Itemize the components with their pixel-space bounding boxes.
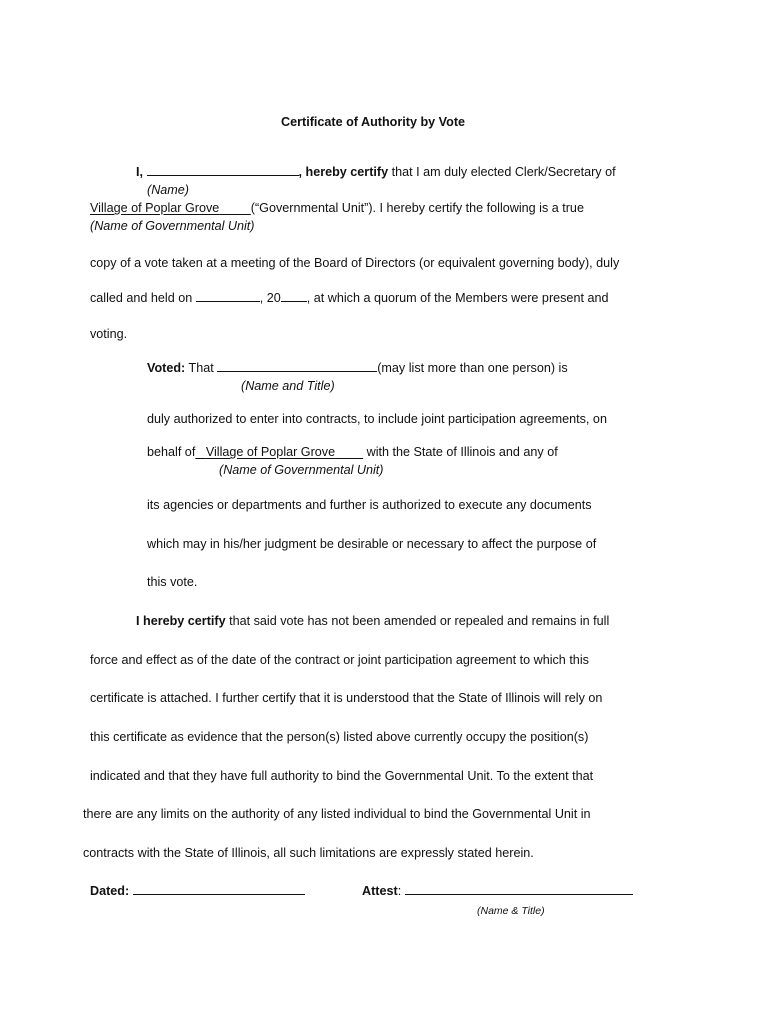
attest-blank[interactable] bbox=[405, 883, 633, 895]
authorized-person-blank[interactable] bbox=[217, 360, 377, 372]
document-title: Certificate of Authority by Vote bbox=[281, 115, 466, 129]
certify-lead: I hereby certify bbox=[136, 614, 226, 628]
certify-line5: indicated and that they have full authority to bind the Governmental Unit. To the extent that bbox=[90, 769, 594, 783]
para1-line1-rest: that I am duly elected Clerk/Secretary of bbox=[391, 165, 616, 179]
voted-that: That bbox=[188, 361, 214, 375]
name-caption: (Name) bbox=[147, 183, 189, 197]
para1-line1 bbox=[136, 164, 616, 180]
para1-comma: , bbox=[298, 165, 302, 179]
attest-label: Attest bbox=[362, 884, 398, 898]
voted-line6: this vote. bbox=[147, 575, 198, 589]
attest-colon: : bbox=[397, 884, 402, 898]
name-title-caption: (Name and Title) bbox=[241, 379, 335, 393]
certify-line3: certificate is attached. I further certify that it is understood that the State of Illinois will rely on bbox=[90, 691, 603, 705]
meeting-year-blank[interactable] bbox=[281, 290, 307, 302]
hereby-certify-bold: hereby certify bbox=[305, 165, 389, 179]
voted-line2: duly authorized to enter into contracts, to include joint participation agreements, on bbox=[147, 412, 607, 426]
voted-unit-name: Village of Poplar Grove bbox=[205, 445, 336, 459]
voted-unit-caption: (Name of Governmental Unit) bbox=[219, 463, 384, 477]
para1-line3: copy of a vote taken at a meeting of the Board of Directors (or equivalent governing body), duly bbox=[90, 256, 620, 270]
quorum-text: , at which a quorum of the Members were present and bbox=[306, 291, 609, 305]
attest-line bbox=[362, 883, 633, 899]
para1-line4 bbox=[90, 290, 608, 306]
voted-line1 bbox=[147, 360, 568, 376]
governmental-unit-name: Village of Poplar Grove bbox=[90, 201, 220, 215]
certify-line2: force and effect as of the date of the contract or joint participation agreement to which this bbox=[90, 653, 589, 667]
meeting-date-blank[interactable] bbox=[196, 290, 260, 302]
voted-line4: its agencies or departments and further is authorized to execute any documents bbox=[147, 498, 592, 512]
unit-caption: (Name of Governmental Unit) bbox=[90, 219, 255, 233]
voted-line3-rest: with the State of Illinois and any of bbox=[366, 445, 558, 459]
certify-line1 bbox=[136, 613, 609, 629]
para1-lead: I, bbox=[136, 165, 143, 179]
dated-blank[interactable] bbox=[133, 883, 305, 895]
voted-line5: which may in his/her judgment be desirable or necessary to affect the purpose of bbox=[147, 537, 597, 551]
voted-line3 bbox=[147, 444, 558, 460]
voted-line1-rest: (may list more than one person) is bbox=[377, 361, 568, 375]
para1-line5: voting. bbox=[90, 327, 128, 341]
certify-line1-rest: that said vote has not been amended or repealed and remains in full bbox=[229, 614, 610, 628]
behalf-of-text: behalf of bbox=[147, 445, 196, 459]
dated-line bbox=[90, 883, 305, 899]
voted-label: Voted: bbox=[147, 361, 186, 375]
clerk-name-blank[interactable] bbox=[147, 164, 299, 176]
attest-caption: (Name & Title) bbox=[477, 905, 545, 917]
dated-label: Dated: bbox=[90, 884, 130, 898]
certify-line4: this certificate as evidence that the person(s) listed above currently occupy the position(s) bbox=[90, 730, 589, 744]
year-prefix-text: , 20 bbox=[259, 291, 281, 305]
certify-line7: contracts with the State of Illinois, all such limitations are expressly stated herein. bbox=[83, 846, 534, 860]
called-held-text: called and held on bbox=[90, 291, 193, 305]
para1-line2 bbox=[90, 200, 584, 216]
certify-line6: there are any limits on the authority of any listed individual to bind the Governmental Unit in bbox=[83, 807, 591, 821]
para1-line2-rest: (“Governmental Unit”). I hereby certify the following is a true bbox=[250, 201, 584, 215]
